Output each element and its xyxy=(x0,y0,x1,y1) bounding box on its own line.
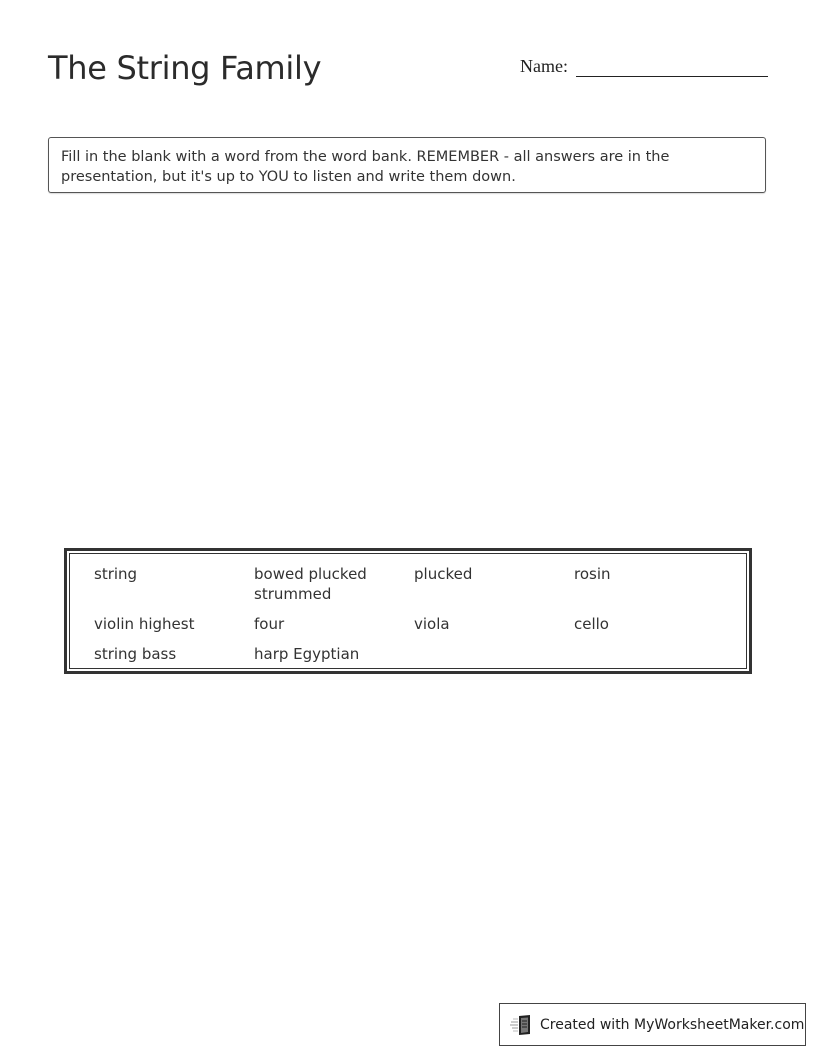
word-bank-word: cello xyxy=(574,615,609,633)
word-bank-word: string xyxy=(94,565,138,583)
word-bank xyxy=(64,548,752,674)
word-bank-word: four xyxy=(254,615,285,633)
word-bank-word: bowed plucked strummed xyxy=(254,565,367,603)
name-field-group xyxy=(520,52,768,77)
word-bank-word xyxy=(414,644,574,664)
worksheet-logo-icon xyxy=(510,1014,534,1036)
name-blank-line[interactable] xyxy=(576,52,768,77)
footer-credit[interactable] xyxy=(499,1003,806,1046)
word-bank-row xyxy=(94,564,734,604)
word-bank-word xyxy=(574,644,734,664)
word-bank-inner xyxy=(69,553,747,669)
word-bank-row xyxy=(94,614,734,634)
word-bank-row xyxy=(94,644,734,664)
word-bank-word: harp Egyptian xyxy=(254,645,360,663)
word-bank-word: plucked xyxy=(414,565,473,583)
word-bank-word: string bass xyxy=(94,645,177,663)
instructions-box: Fill in the blank with a word from the word bank. REMEMBER - all answers are in the presentation, but it's up to YOU to listen and write them down. xyxy=(48,137,766,193)
page-title: The String Family xyxy=(48,49,322,87)
footer-text: Created with MyWorksheetMaker.com xyxy=(540,1016,805,1033)
name-label: Name: xyxy=(520,56,568,76)
word-bank-word: rosin xyxy=(574,565,611,583)
word-bank-word: violin highest xyxy=(94,615,195,633)
word-bank-word: viola xyxy=(414,615,450,633)
